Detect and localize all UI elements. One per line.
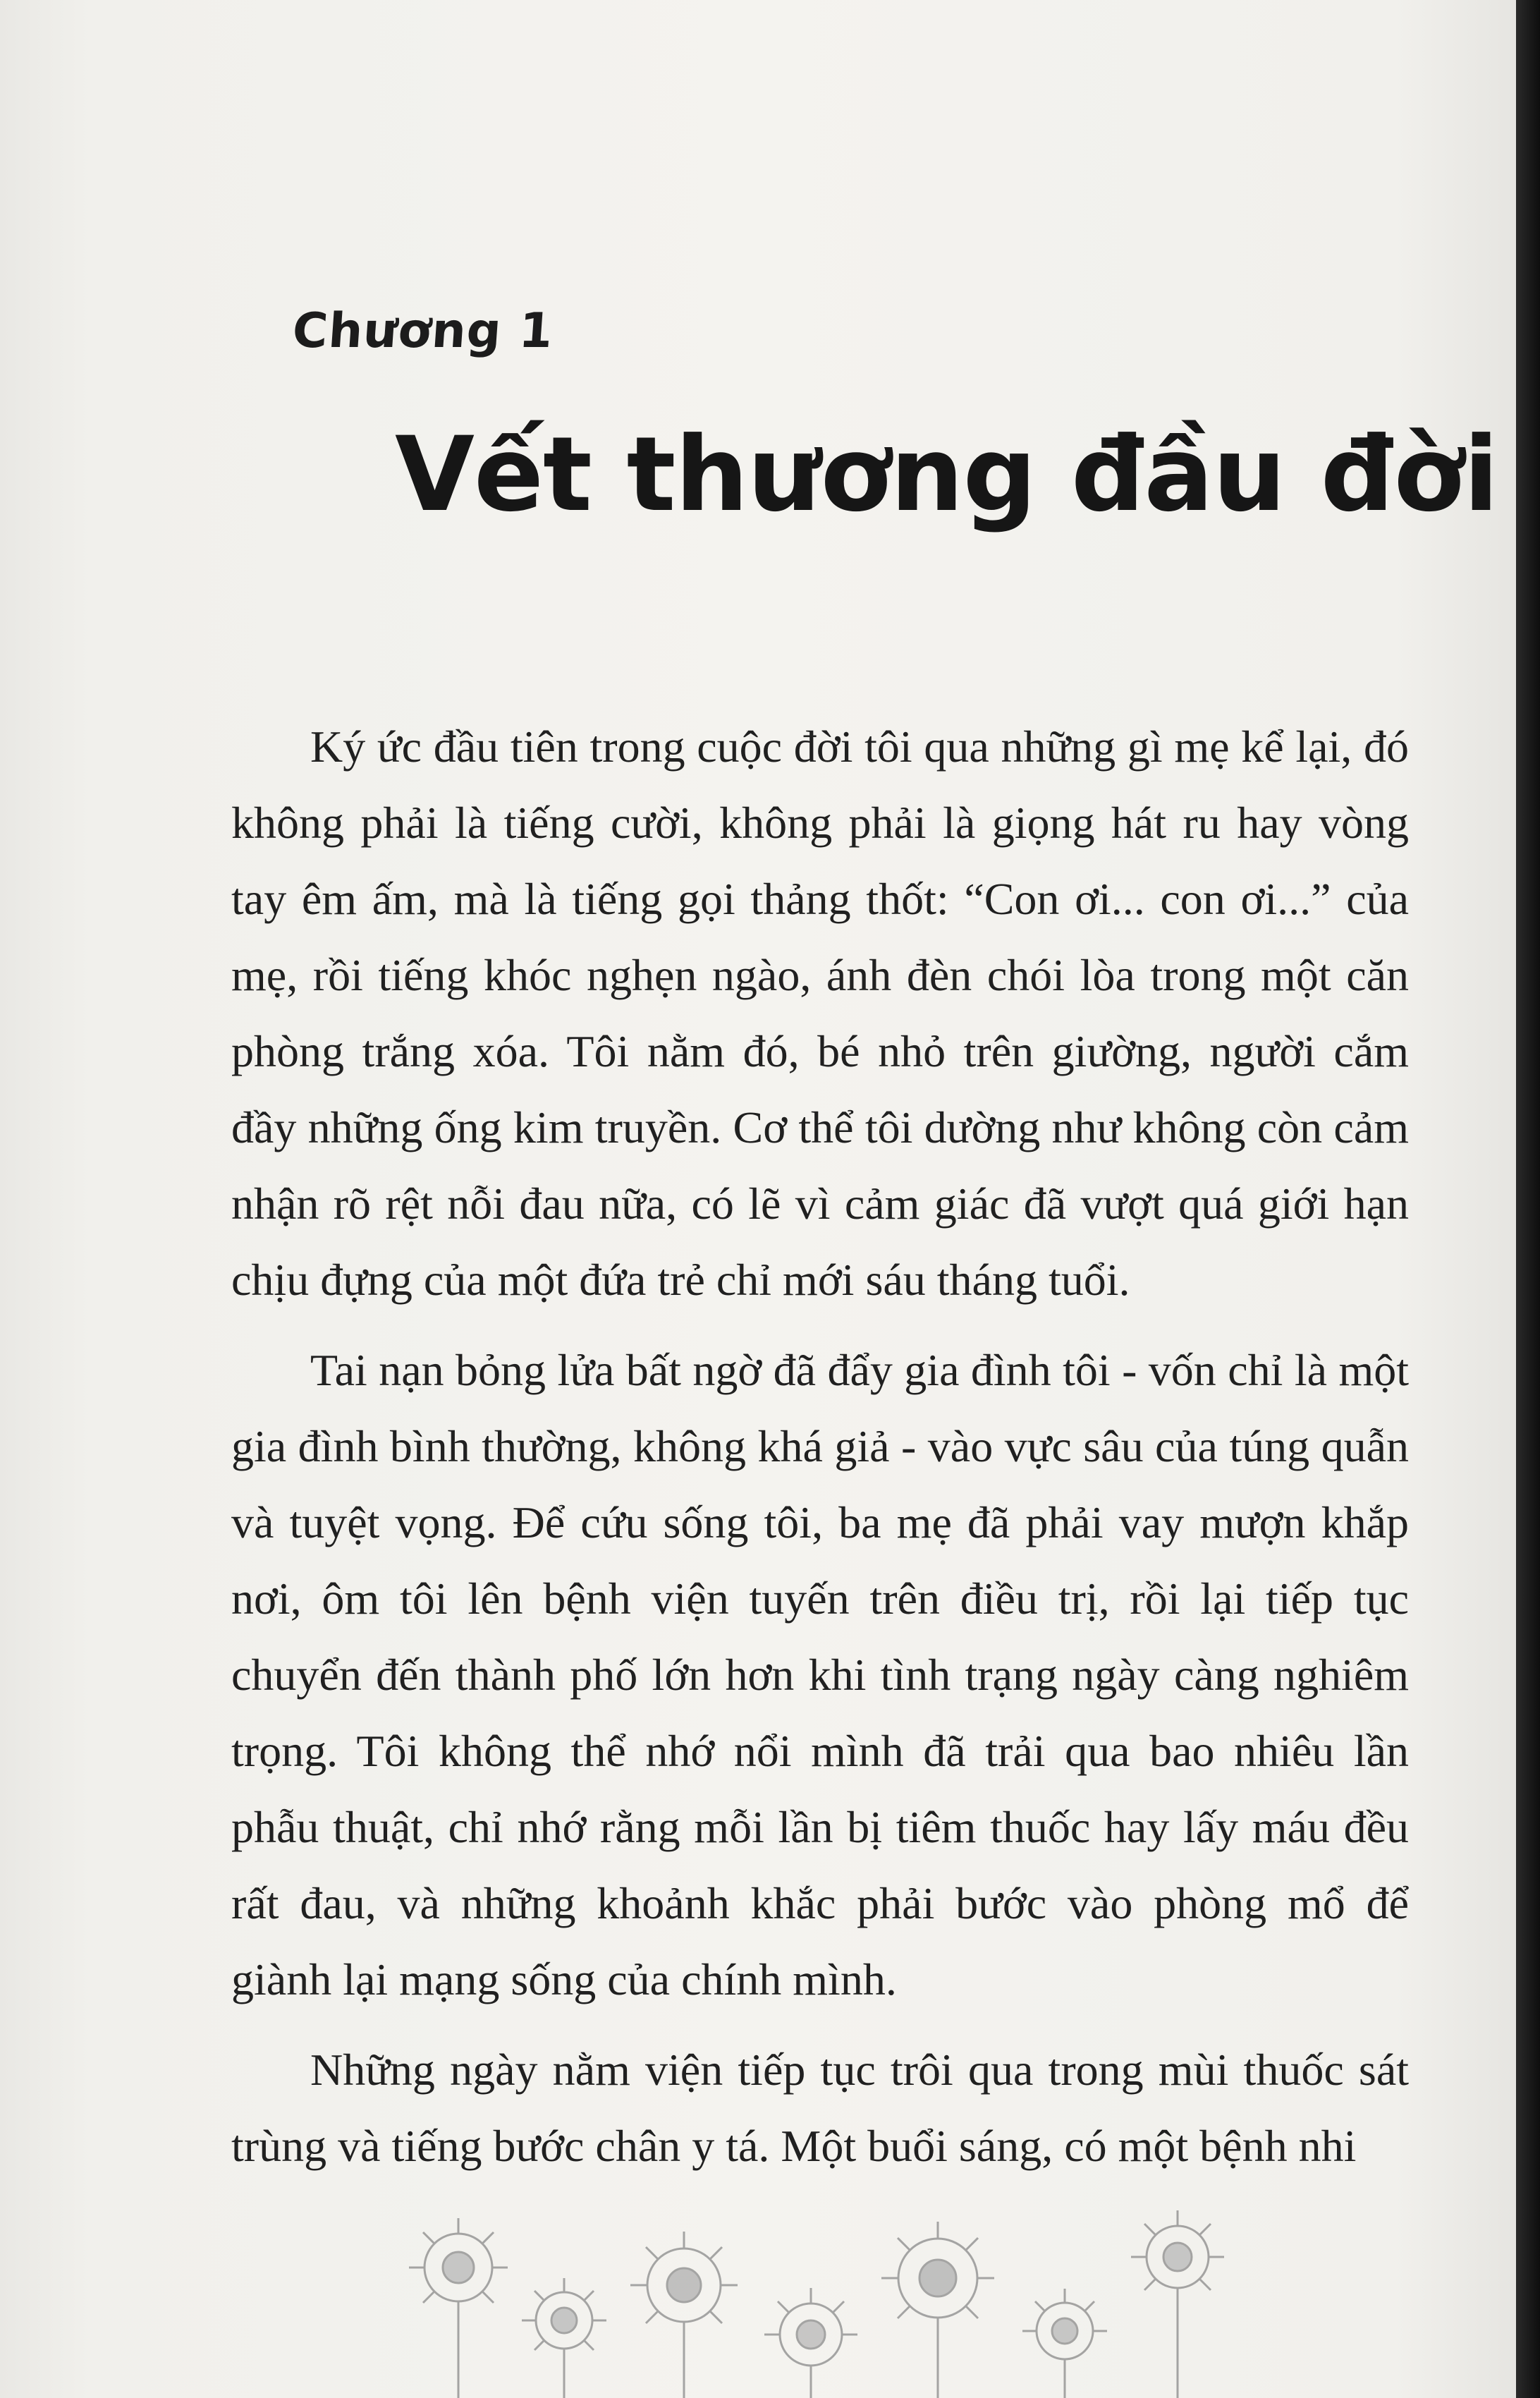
paragraph-2: Tai nạn bỏng lửa bất ngờ đã đẩy gia đình tôi - vốn chỉ là một gia đình bình thường, không khá giả - vào vực sâu của túng quẫn và tuyệt vọng. Để cứu sống tôi, ba mẹ đã phải vay mượn khắp nơi, ôm tôi lên bệnh viện tuyến trên điều trị, rồi lại tiếp tục chuyển đến thành phố lớn hơn khi tình trạng ngày càng nghiêm trọng. Tôi không thể nhớ nổi mình đã trải qua bao nhiêu lần phẫu thuật, chỉ nhớ rằng mỗi lần bị tiêm thuốc hay lấy máu đều rất đau, và những khoảnh khắc phải bước vào phòng mổ để giành lại mạng sống của chính mình. <box>231 1345 1409 2004</box>
paragraph-3: Những ngày nằm viện tiếp tục trôi qua trong mùi thuốc sát trùng và tiếng bước chân y tá. Một buổi sáng, có một bệnh nhi <box>231 2045 1409 2171</box>
page-edge <box>1516 0 1540 2398</box>
sunflower-icon <box>1131 2210 1224 2290</box>
chapter-label: Chương 1 <box>291 303 556 359</box>
chapter-body <box>231 709 1409 2198</box>
sunflower-illustration <box>381 2201 1297 2398</box>
sunflower-icon <box>522 2278 606 2350</box>
sunflower-icon <box>881 2222 994 2318</box>
sunflower-icon <box>630 2232 738 2323</box>
paragraph-1: Ký ức đầu tiên trong cuộc đời tôi qua những gì mẹ kể lại, đó không phải là tiếng cười, không phải là giọng hát ru hay vòng tay êm ấm, mà là tiếng gọi thảng thốt: “Con ơi... con ơi...” của mẹ, rồi tiếng khóc nghẹn ngào, ánh đèn chói lòa trong một căn phòng trắng xóa. Tôi nằm đó, bé nhỏ trên giường, người cắm đầy những ống kim truyền. Cơ thể tôi dường như không còn cảm nhận rõ rệt nỗi đau nữa, có lẽ vì cảm giác đã vượt quá giới hạn chịu đựng của một đứa trẻ chỉ mới sáu tháng tuổi. <box>231 722 1409 1305</box>
sunflower-icon <box>764 2288 857 2366</box>
sunflower-icon <box>1022 2289 1107 2359</box>
chapter-title: Vết thương đầu đời <box>395 415 1498 535</box>
